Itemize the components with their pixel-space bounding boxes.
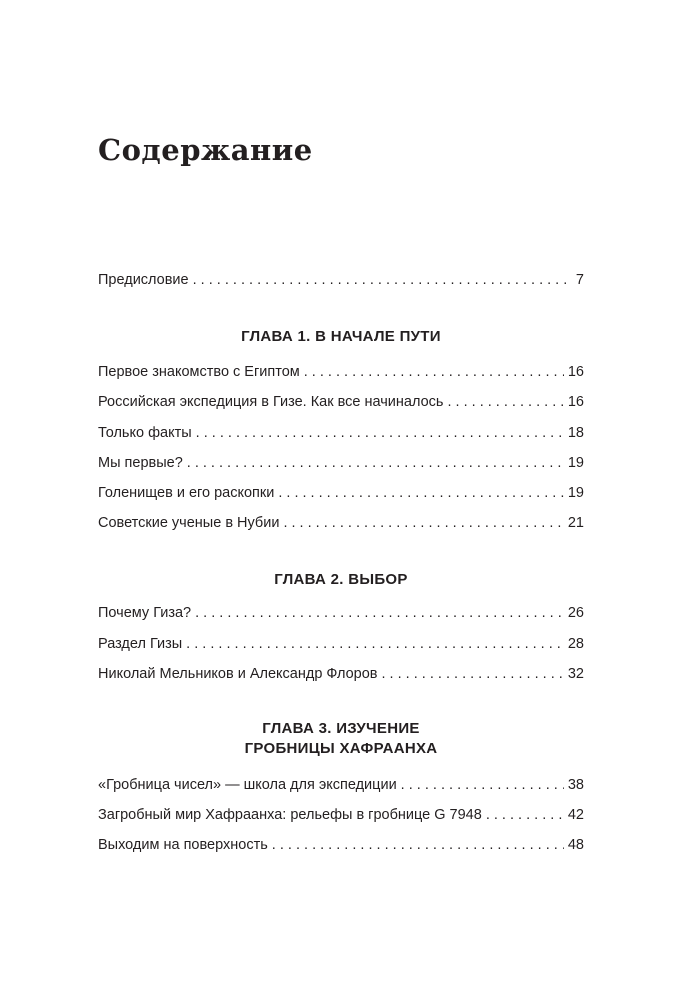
- toc-entry[interactable]: [98, 805, 584, 825]
- toc-page-number: 16: [567, 394, 584, 410]
- toc-page-number: 32: [567, 666, 584, 682]
- toc-page-number: 21: [567, 515, 584, 531]
- toc-entry[interactable]: [98, 483, 584, 503]
- chapter-1-heading: ГЛАВА 1. В НАЧАЛЕ ПУТИ: [241, 328, 441, 345]
- toc-page-number: 42: [567, 807, 584, 823]
- toc-entry-text: Первое знакомство с Египтом: [98, 364, 300, 380]
- toc-entry[interactable]: [98, 835, 584, 855]
- toc-entry-text: Николай Мельников и Александр Флоров: [98, 666, 378, 682]
- leader-dots: [186, 634, 564, 654]
- toc-entry[interactable]: [98, 775, 584, 795]
- chapter-3-heading-line-1: ГЛАВА 3. ИЗУЧЕНИЕ: [262, 720, 420, 737]
- toc-entry[interactable]: [98, 392, 584, 412]
- toc-entry[interactable]: [98, 423, 584, 443]
- leader-dots: [401, 775, 564, 795]
- leader-dots: [195, 603, 564, 623]
- toc-page-number: 26: [567, 605, 584, 621]
- chapter-3-heading-line-2: ГРОБНИЦЫ ХАФРААНХА: [244, 740, 438, 757]
- toc-page-number: 7: [575, 272, 584, 288]
- page-title: Содержание: [98, 133, 313, 167]
- toc-page-number: 28: [567, 636, 584, 652]
- toc-entry-text: Выходим на поверхность: [98, 837, 268, 853]
- toc-entry[interactable]: [98, 453, 584, 473]
- toc-entry-text: Российская экспедиция в Гизе. Как все начиналось: [98, 394, 444, 410]
- leader-dots: [272, 835, 564, 855]
- toc-entry[interactable]: [98, 634, 584, 654]
- toc-entry-preface[interactable]: [98, 270, 584, 290]
- toc-page-number: 38: [567, 777, 584, 793]
- leader-dots: [304, 362, 564, 382]
- toc-page-number: 48: [567, 837, 584, 853]
- toc-entry-text: Только факты: [98, 425, 192, 441]
- toc-entry-text: Мы первые?: [98, 455, 183, 471]
- toc-entry[interactable]: [98, 362, 584, 382]
- leader-dots: [278, 483, 564, 503]
- leader-dots: [283, 513, 563, 533]
- chapter-2-heading: ГЛАВА 2. ВЫБОР: [274, 571, 408, 588]
- toc-entry-text: «Гробница чисел» — школа для экспедиции: [98, 777, 397, 793]
- leader-dots: [196, 423, 564, 443]
- toc-entry-text: Предисловие: [98, 272, 189, 288]
- toc-entry-text: Советские ученые в Нубии: [98, 515, 280, 531]
- toc-page: [98, 0, 584, 1001]
- toc-entry-text: Голенищев и его раскопки: [98, 485, 275, 501]
- toc-page-number: 19: [567, 485, 584, 501]
- toc-page-number: 18: [567, 425, 584, 441]
- leader-dots: [187, 453, 564, 473]
- leader-dots: [382, 664, 564, 684]
- toc-entry[interactable]: [98, 603, 584, 623]
- toc-entry-text: Почему Гиза?: [98, 605, 192, 621]
- leader-dots: [193, 270, 572, 290]
- leader-dots: [447, 392, 563, 412]
- toc-entry[interactable]: [98, 664, 584, 684]
- toc-entry-text: Загробный мир Хафраанха: рельефы в гробнице G 7948: [98, 807, 482, 823]
- leader-dots: [486, 805, 564, 825]
- toc-page-number: 16: [567, 364, 584, 380]
- toc-page-number: 19: [567, 455, 584, 471]
- toc-entry[interactable]: [98, 513, 584, 533]
- toc-entry-text: Раздел Гизы: [98, 636, 183, 652]
